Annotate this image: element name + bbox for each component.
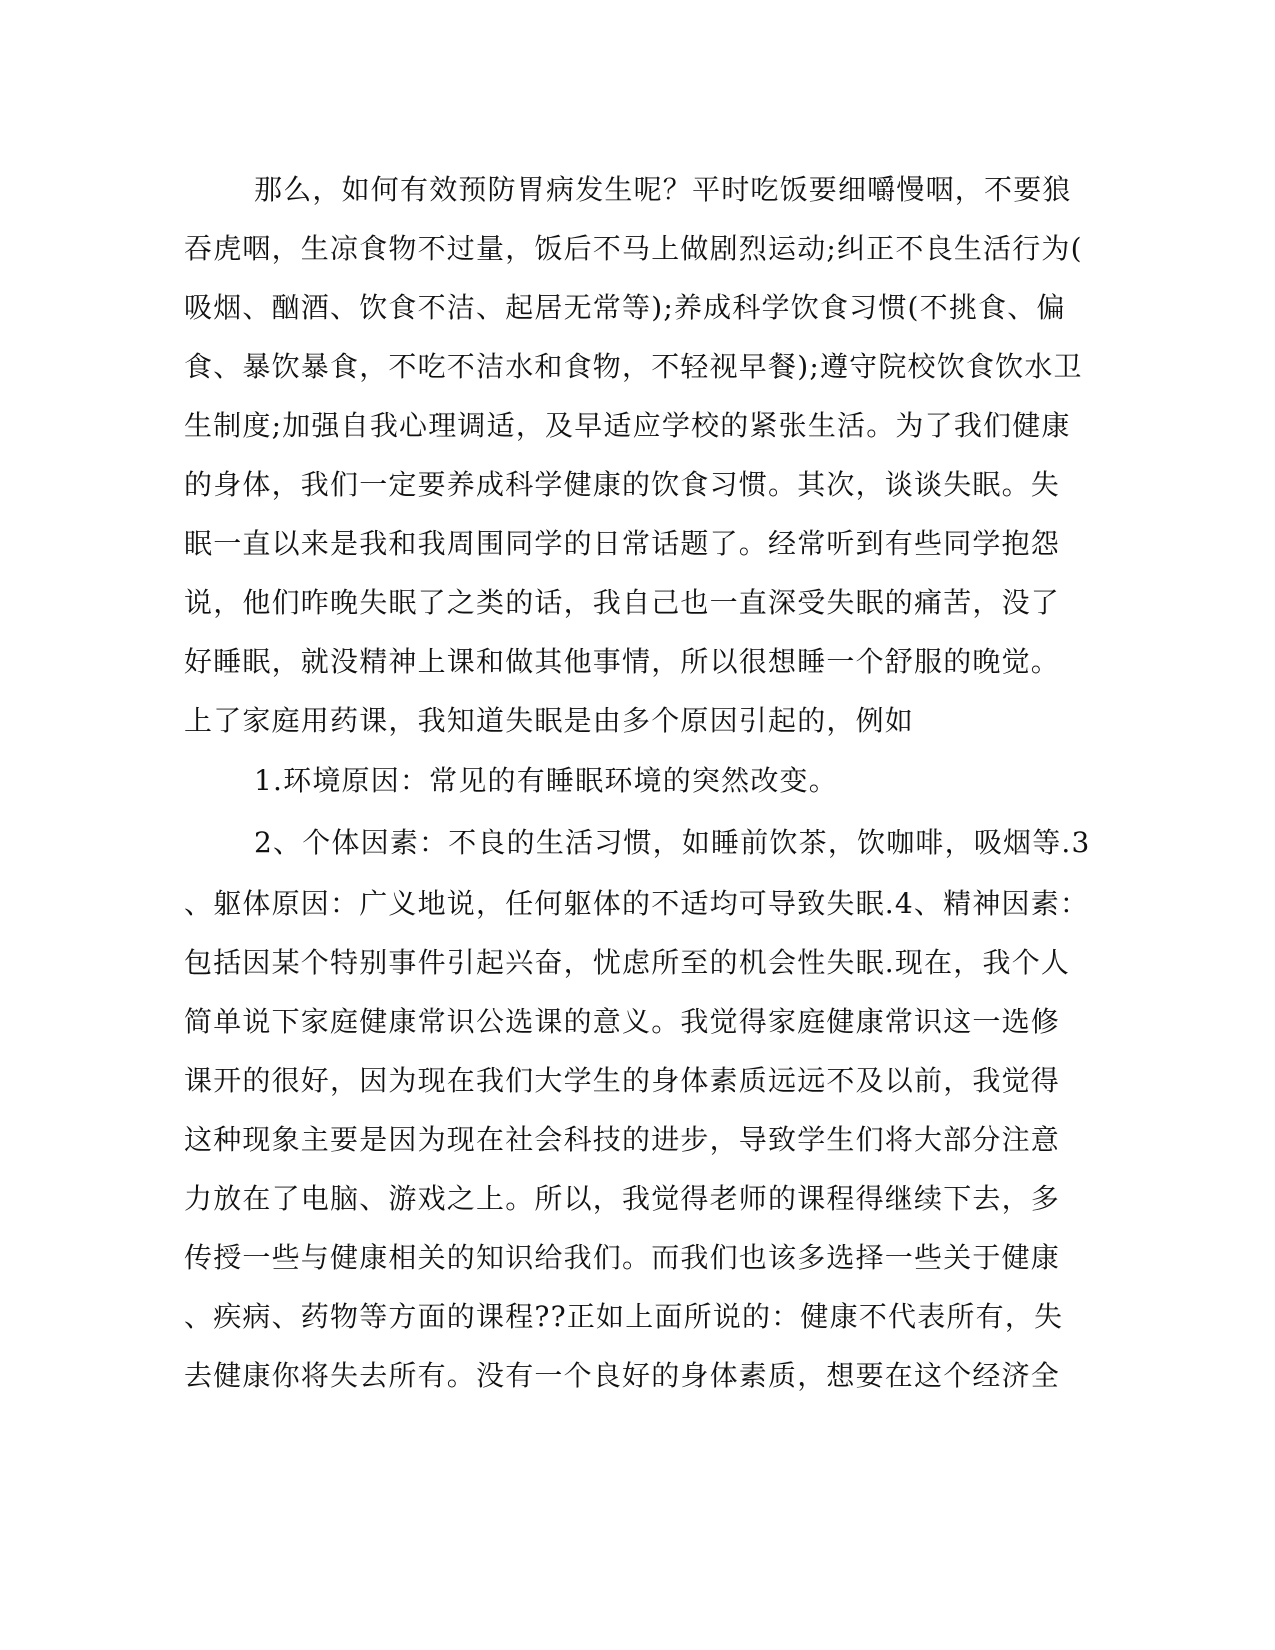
paragraph-line: 说，他们昨晚失眠了之类的话，我自己也一直深受失眠的痛苦，没了: [184, 586, 1061, 619]
paragraph-line: 眠一直以来是我和我周围同学的日常话题了。经常听到有些同学抱怨: [184, 527, 1061, 560]
list-item-environment: 1.环境原因：常见的有睡眠环境的突然改变。: [254, 764, 838, 797]
paragraph-line: 力放在了电脑、游戏之上。所以，我觉得老师的课程得继续下去，多: [184, 1182, 1061, 1215]
paragraph-line: 上了家庭用药课，我知道失眠是由多个原因引起的，例如: [184, 704, 915, 737]
paragraph-line: 食、暴饮暴食，不吃不洁水和食物，不轻视早餐);遵守院校饮食饮水卫: [184, 350, 1083, 383]
paragraph-line: 的身体，我们一定要养成科学健康的饮食习惯。其次，谈谈失眠。失: [184, 468, 1061, 501]
paragraph-line: 传授一些与健康相关的知识给我们。而我们也该多选择一些关于健康: [184, 1241, 1061, 1274]
paragraph-line: 包括因某个特别事件引起兴奋，忧虑所至的机会性失眠.现在，我个人: [184, 946, 1071, 979]
paragraph-line: 去健康你将失去所有。没有一个良好的身体素质，想要在这个经济全: [184, 1359, 1061, 1392]
paragraph-line: 吞虎咽，生凉食物不过量，饭后不马上做剧烈运动;纠正不良生活行为(: [184, 232, 1083, 265]
paragraph-line: 那么，如何有效预防胃病发生呢？平时吃饭要细嚼慢咽，不要狼: [254, 173, 1072, 206]
paragraph-line: 、躯体原因：广义地说，任何躯体的不适均可导致失眠.4、精神因素：: [184, 887, 1090, 920]
paragraph-line: 生制度;加强自我心理调适，及早适应学校的紧张生活。为了我们健康: [184, 409, 1071, 442]
list-item-individual: 2、个体因素：不良的生活习惯，如睡前饮茶，饮咖啡，吸烟等.3: [254, 826, 1091, 859]
paragraph-line: 吸烟、酗酒、饮食不洁、起居无常等);养成科学饮食习惯(不挑食、偏: [184, 291, 1066, 324]
body-text: [184, 160, 1091, 1405]
paragraph-line: 、疾病、药物等方面的课程??正如上面所说的：健康不代表所有，失: [184, 1300, 1064, 1333]
paragraph-line: 简单说下家庭健康常识公选课的意义。我觉得家庭健康常识这一选修: [184, 1005, 1061, 1038]
paragraph-line: 好睡眠，就没精神上课和做其他事情，所以很想睡一个舒服的晚觉。: [184, 645, 1061, 678]
paragraph-line: 这种现象主要是因为现在社会科技的进步，导致学生们将大部分注意: [184, 1123, 1061, 1156]
paragraph-line: 课开的很好，因为现在我们大学生的身体素质远远不及以前，我觉得: [184, 1064, 1061, 1097]
